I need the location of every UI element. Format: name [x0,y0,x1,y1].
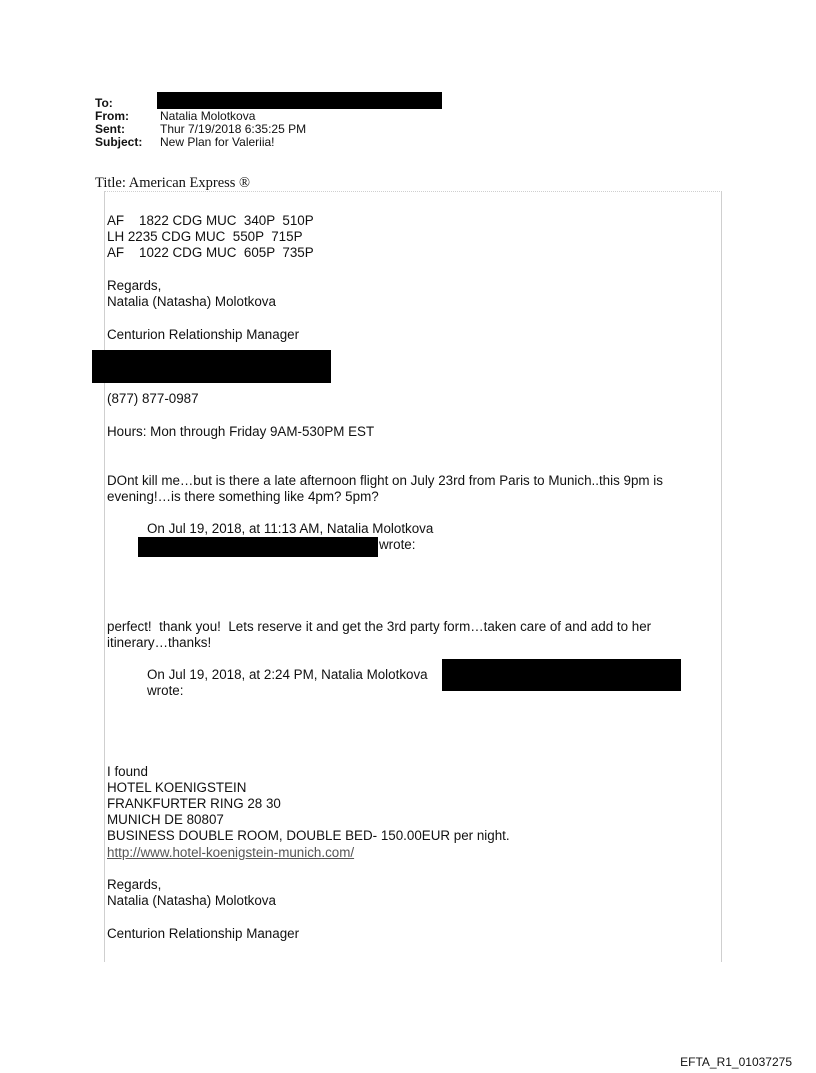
message-line: DOnt kill me…but is there a late afternoon flight on July 23rd from Paris to Munich..this 9pm is [107,473,663,488]
sent-value: Thur 7/19/2018 6:35:25 PM [160,122,307,136]
sig-role: Centurion Relationship Manager [107,327,300,342]
quote-header: On Jul 19, 2018, at 11:13 AM, Natalia Molotkova [147,521,434,536]
document-id: EFTA_R1_01037275 [680,1055,792,1069]
hotel-city: MUNICH DE 80807 [107,812,224,827]
subject-row [95,136,306,149]
flight-line: AF 1022 CDG MUC 605P 735P [107,245,314,260]
from-value: Natalia Molotkova [160,109,256,123]
hotel-intro: I found [107,764,148,779]
sent-label: Sent: [95,122,125,136]
redaction-to [157,92,442,109]
hotel-street: FRANKFURTER RING 28 30 [107,796,281,811]
hotel-link[interactable]: http://www.hotel-koenigstein-munich.com/ [107,845,355,860]
sig-name: Natalia (Natasha) Molotkova [107,893,276,908]
flight-line: LH 2235 CDG MUC 550P 715P [107,229,303,244]
sig-phone: (877) 877-0987 [107,391,199,406]
quote-header: On Jul 19, 2018, at 2:24 PM, Natalia Molotkova [147,667,428,682]
hotel-room: BUSINESS DOUBLE ROOM, DOUBLE BED- 150.00EUR per night. [107,828,510,843]
redaction-contact [92,350,331,383]
to-label: To: [95,96,113,110]
quote-wrote: wrote: [147,683,184,698]
message-line: itinerary…thanks! [107,635,212,650]
sig-regards: Regards, [107,877,162,892]
flight-line: AF 1822 CDG MUC 340P 510P [107,213,314,228]
subject-label: Subject: [95,135,143,149]
hotel-name: HOTEL KOENIGSTEIN [107,780,247,795]
sig-name: Natalia (Natasha) Molotkova [107,294,276,309]
sig-hours: Hours: Mon through Friday 9AM-530PM EST [107,424,375,439]
quote-wrote: wrote: [379,537,416,552]
from-label: From: [95,109,129,123]
redaction-email [138,537,378,557]
title-line: Title: American Express ® [95,175,251,191]
message-line: evening!…is there something like 4pm? 5pm? [107,489,379,504]
redaction-email [442,659,681,691]
subject-value: New Plan for Valeriia! [160,135,275,149]
sig-role: Centurion Relationship Manager [107,926,300,941]
message-line: perfect! thank you! Lets reserve it and get the 3rd party form…taken care of and add to her [107,619,652,634]
sig-regards: Regards, [107,278,162,293]
